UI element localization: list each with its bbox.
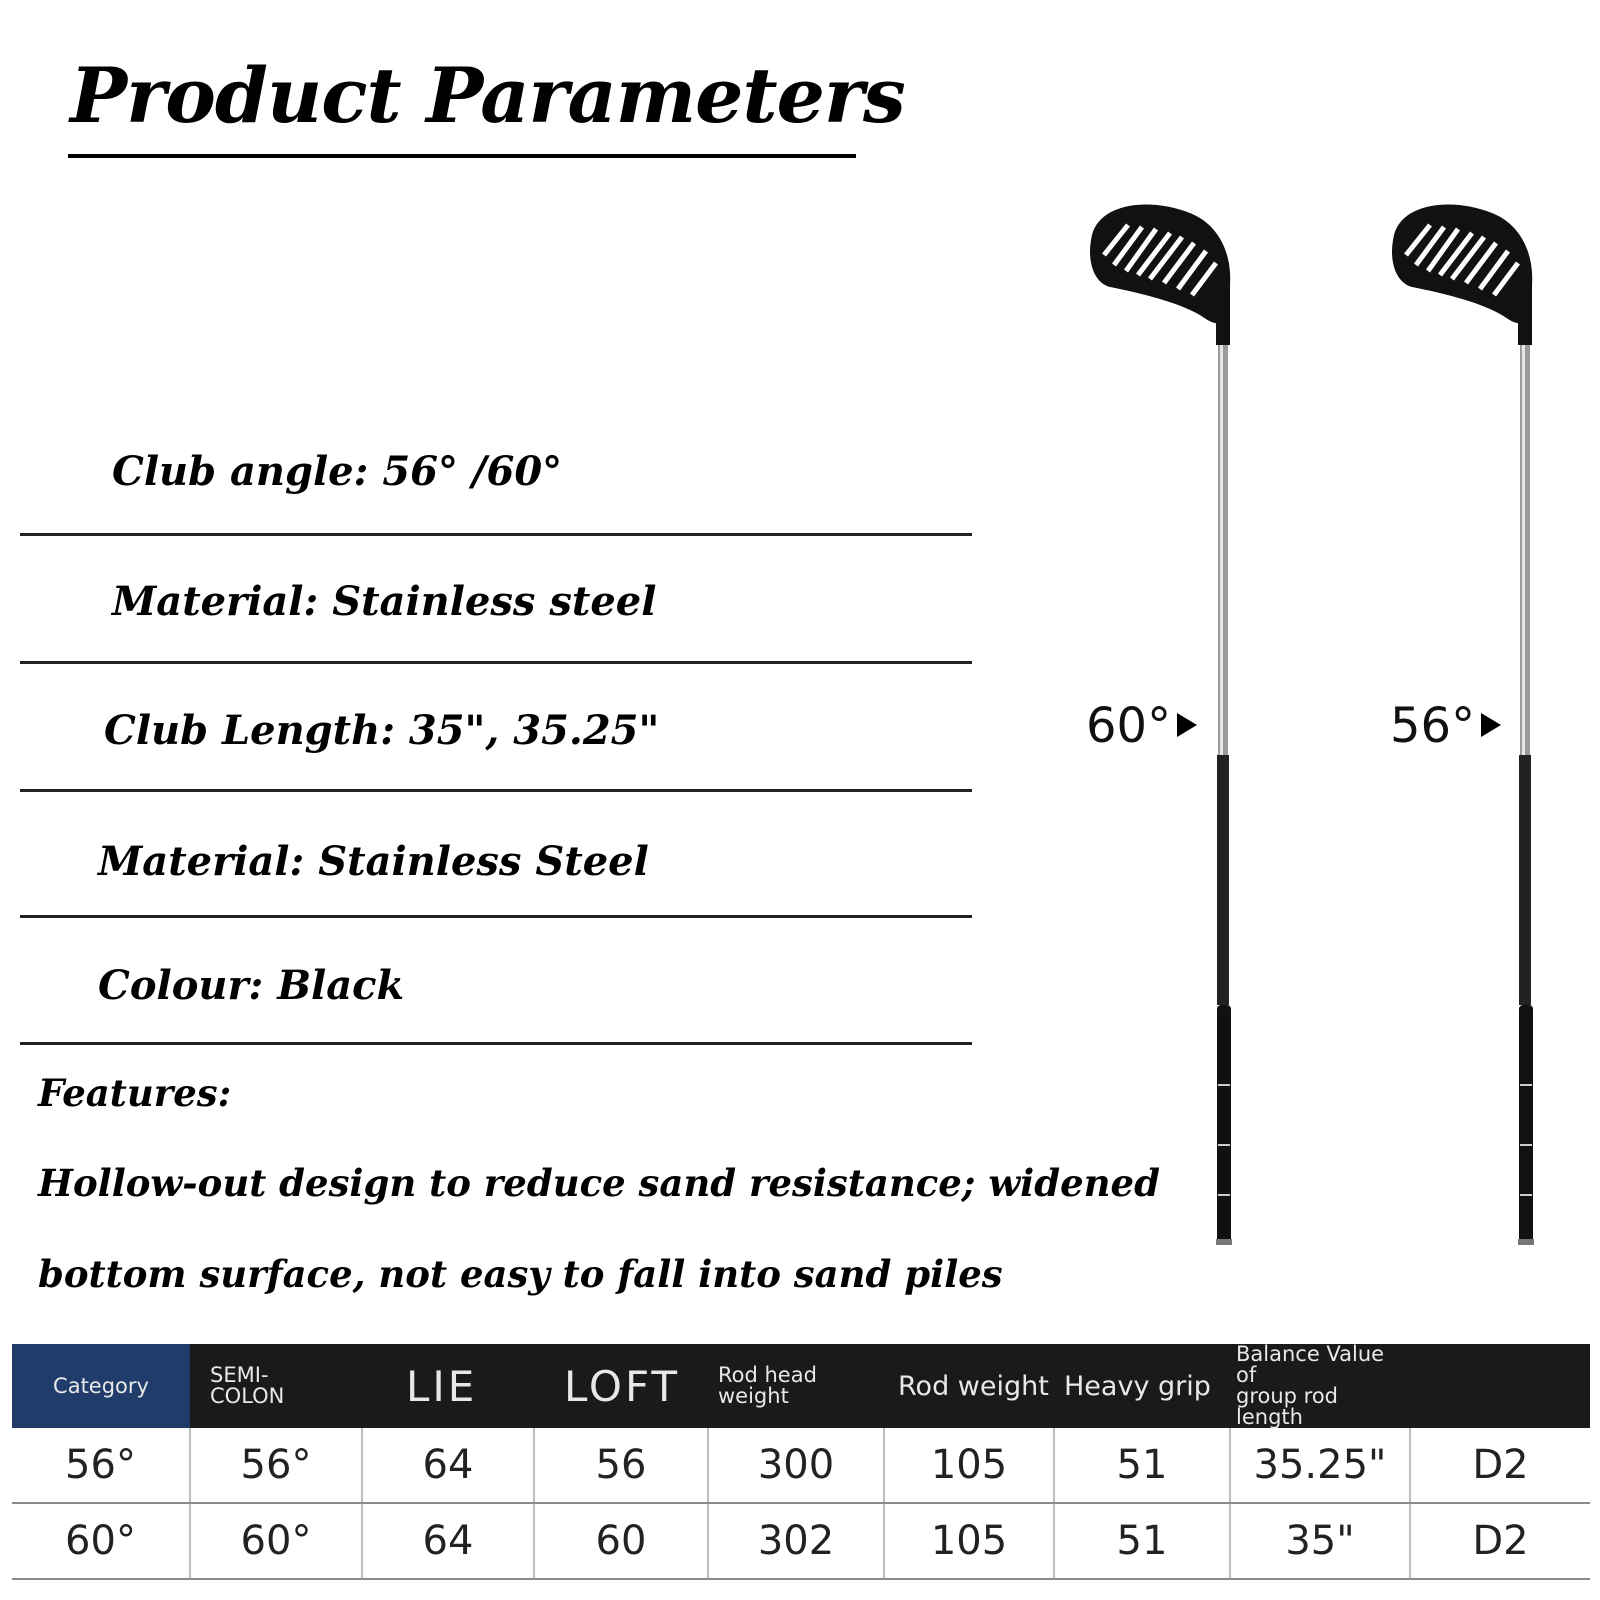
- table-cell: 60°: [12, 1503, 190, 1579]
- header-category: Category: [12, 1344, 190, 1428]
- spec-club-length: Club Length: 35", 35.25": [104, 707, 660, 754]
- table-cell: 60°: [190, 1503, 362, 1579]
- specs-table: [12, 1344, 1590, 1580]
- header-empty: [1410, 1344, 1590, 1428]
- header-loft: LOFT: [534, 1344, 708, 1428]
- table-cell: 300: [708, 1428, 884, 1503]
- spec-material: Material: Stainless steel: [112, 578, 657, 625]
- divider: [20, 661, 972, 664]
- table-cell: 35": [1230, 1503, 1410, 1579]
- table-cell: 105: [884, 1428, 1054, 1503]
- divider: [20, 915, 972, 918]
- spec-material-2: Material: Stainless Steel: [98, 838, 649, 885]
- table-header-row: [12, 1344, 1590, 1428]
- table-cell: 51: [1054, 1428, 1230, 1503]
- arrow-right-icon: [1177, 713, 1197, 737]
- header-heavy-grip: Heavy grip: [1054, 1344, 1230, 1428]
- club-angle-56-text: 56°: [1390, 698, 1476, 754]
- table-cell: 64: [362, 1428, 534, 1503]
- table-cell: 105: [884, 1503, 1054, 1579]
- table-cell: 56°: [190, 1428, 362, 1503]
- table-cell: 56°: [12, 1428, 190, 1503]
- table-cell: 64: [362, 1503, 534, 1579]
- spec-club-angle: Club angle: 56° /60°: [112, 448, 563, 495]
- features-heading: Features:: [38, 1071, 232, 1115]
- club-angle-60-text: 60°: [1086, 698, 1172, 754]
- table-cell: D2: [1410, 1503, 1590, 1579]
- features-line-1: Hollow-out design to reduce sand resistance; widened: [38, 1161, 1160, 1205]
- table-cell: 51: [1054, 1503, 1230, 1579]
- features-line-2: bottom surface, not easy to fall into sand piles: [38, 1252, 1003, 1296]
- title-underline: [68, 154, 856, 158]
- club-angle-label-56: [1390, 698, 1501, 754]
- table-cell: 60: [534, 1503, 708, 1579]
- divider: [20, 533, 972, 536]
- divider: [20, 789, 972, 792]
- page-title: Product Parameters: [70, 51, 905, 140]
- header-balance-value: Balance Value of group rod length: [1230, 1344, 1410, 1428]
- table-row: [12, 1503, 1590, 1579]
- arrow-right-icon: [1481, 713, 1501, 737]
- table-row: [12, 1428, 1590, 1503]
- divider: [20, 1042, 972, 1045]
- header-semicolon: SEMI- COLON: [190, 1344, 362, 1428]
- header-lie: LIE: [362, 1344, 534, 1428]
- header-rod-weight: Rod weight: [884, 1344, 1054, 1428]
- table-cell: 35.25": [1230, 1428, 1410, 1503]
- club-angle-label-60: [1086, 698, 1197, 754]
- spec-colour: Colour: Black: [98, 962, 405, 1009]
- header-rod-head-weight: Rod head weight: [708, 1344, 884, 1428]
- table-cell: 56: [534, 1428, 708, 1503]
- table-cell: 302: [708, 1503, 884, 1579]
- table-cell: D2: [1410, 1428, 1590, 1503]
